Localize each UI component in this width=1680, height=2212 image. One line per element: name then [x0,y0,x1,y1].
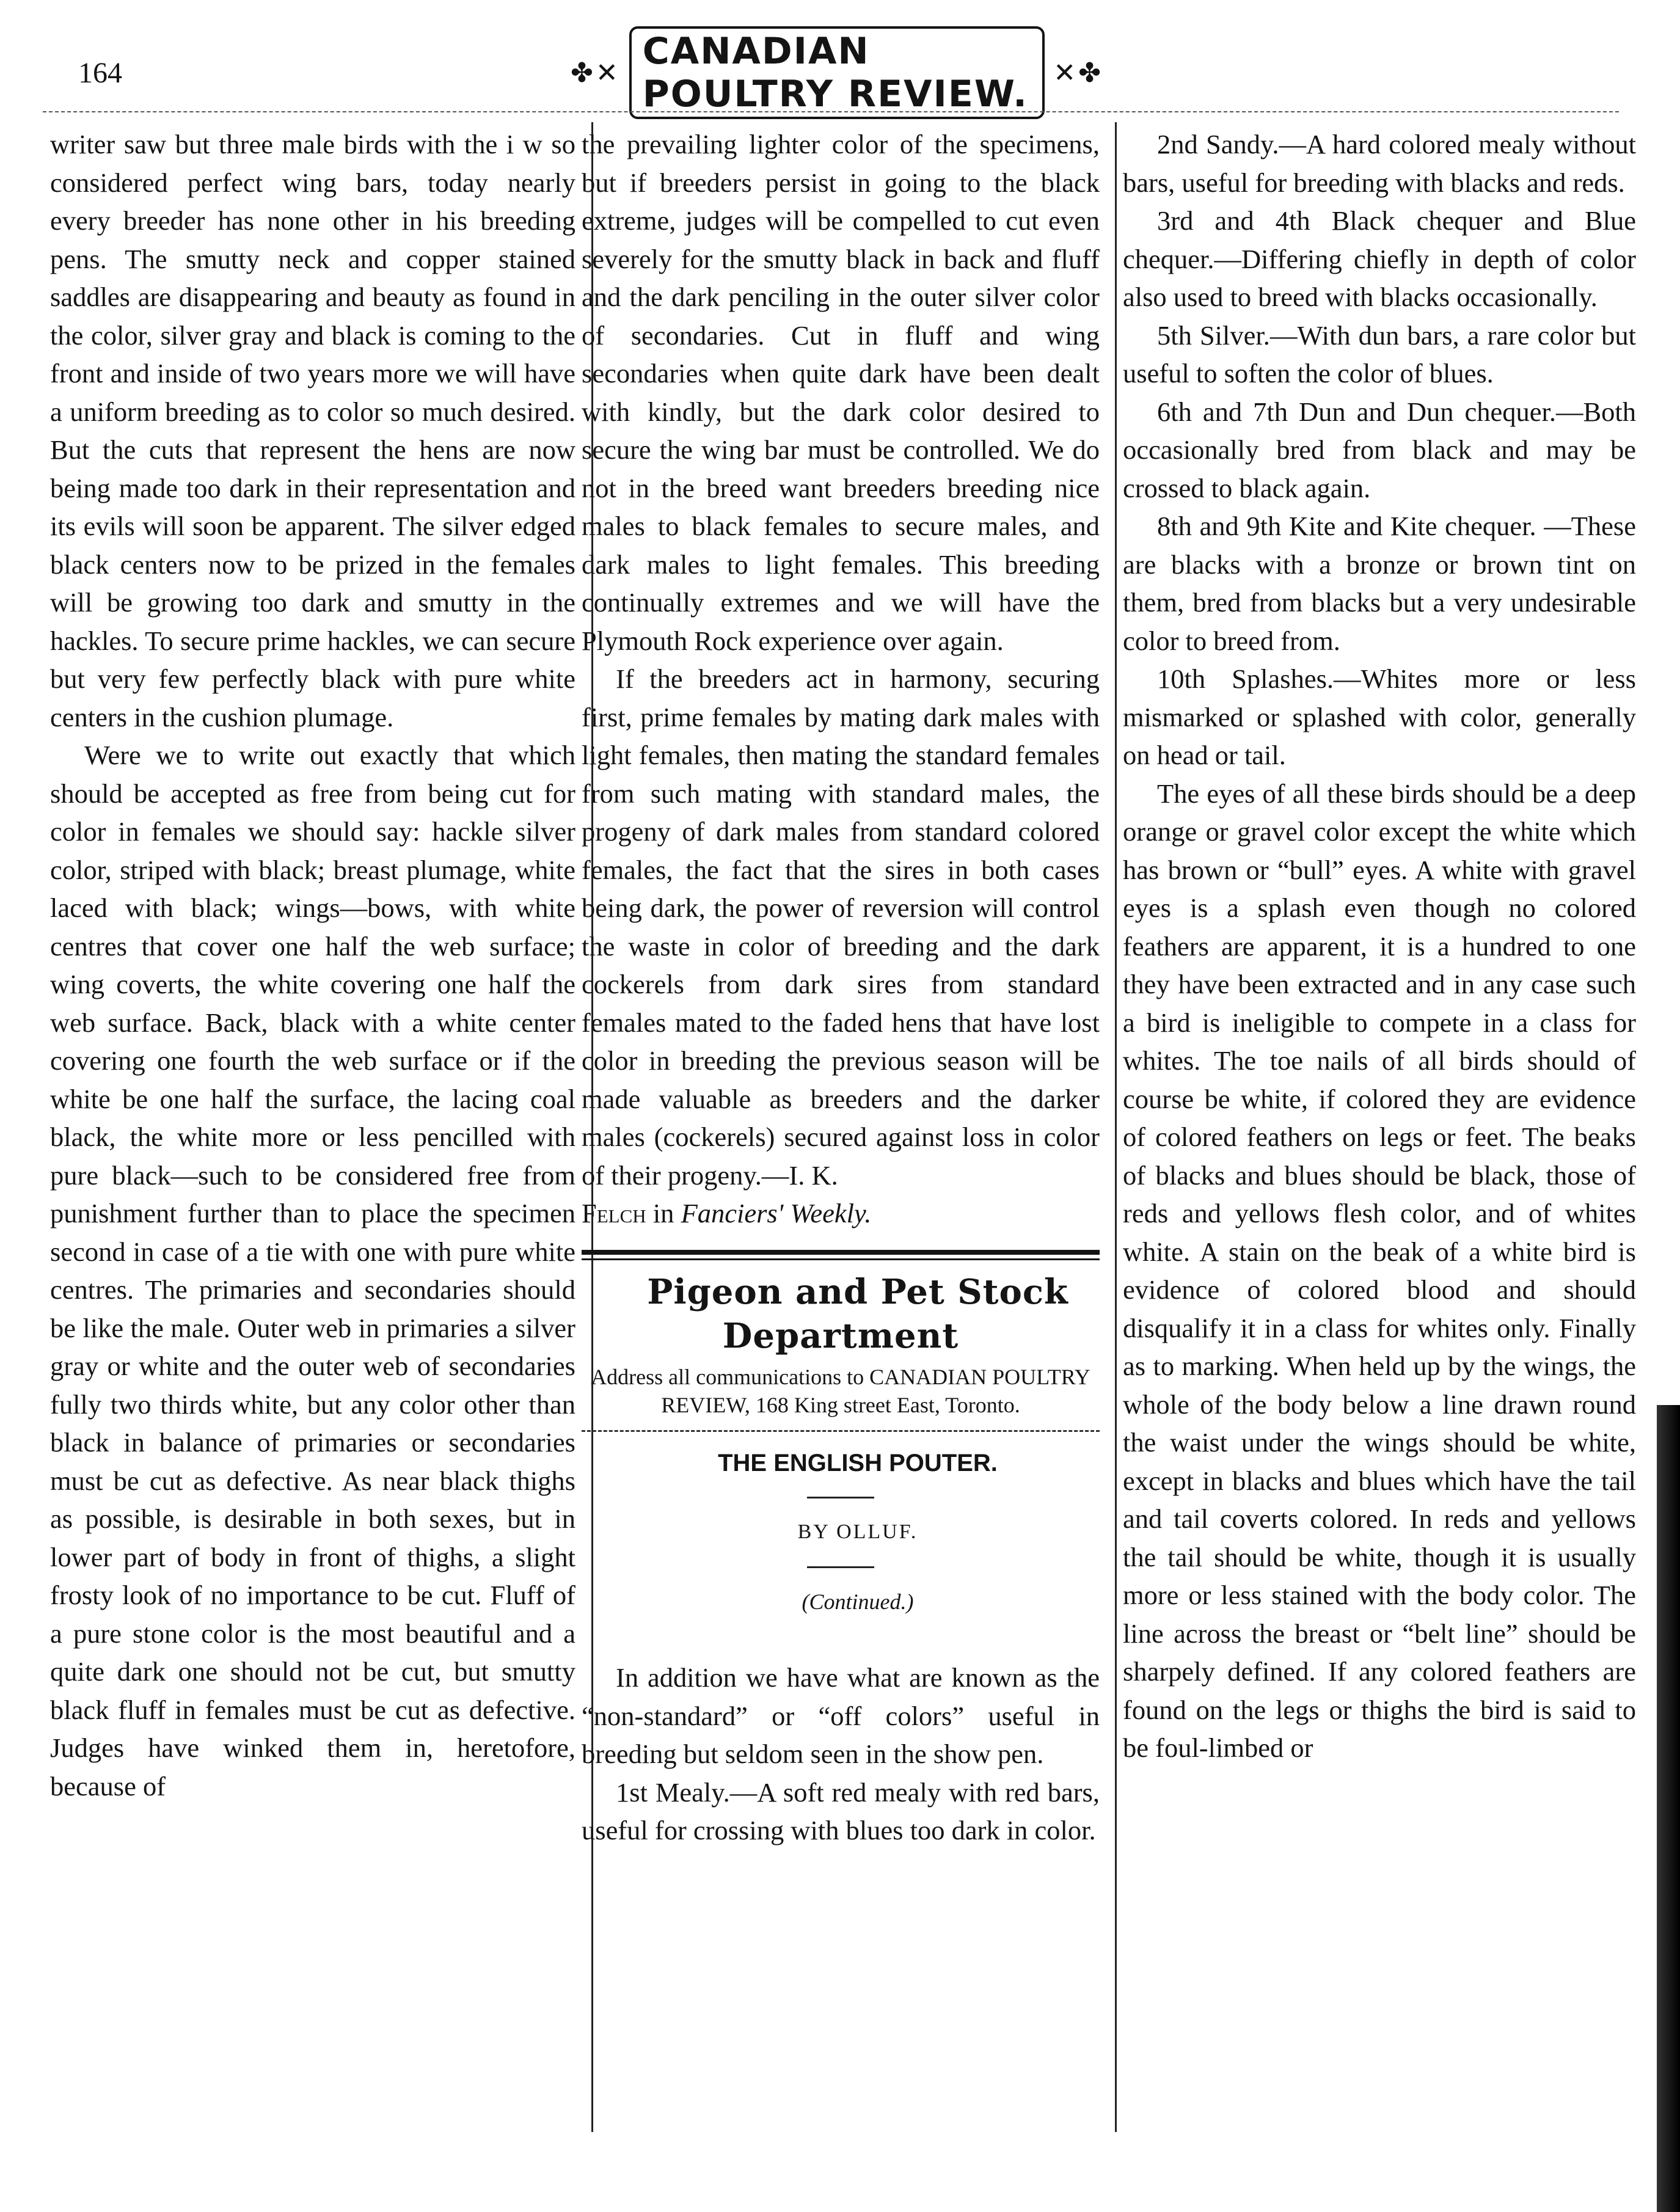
paragraph: Were we to write out exactly that which should be accepted as free from being cut for color in females we should say: hackle silver color, striped with black; breast plumage, white laced with black; wings—bows, with white centres that cover one half the web surface; wing coverts, the white covering one half the web surface. Back, black with a white center covering one fourth the web surface or if the white be one half the surface, the lacing coal black, the white more or less pencilled with pure black—such to be considered free from punishment further than to place the specimen second in case of a tie with one with pure white centres. The primaries and secondaries should be like the male. Outer web in primaries a silver gray or white and the outer web of secondaries fully two thirds white, but any color other than black in balance of primaries or secondaries must be cut as defective. As near black thighs as possible, is desirable in both sexes, but in lower part of body in front of thighs, a slight frosty look of no importance to be cut. Fluff of a pure stone color is the most beautiful and a quite dark one should not be cut, but smutty black fluff in females must be cut as defective. Judges have winked them in, heretofore, because of [50,740,575,1801]
masthead-title: CANADIAN POULTRY REVIEW. [629,26,1045,119]
page-number: 164 [78,57,122,89]
paragraph: 3rd and 4th Black chequer and Blue chequer.—Differing chiefly in depth of color also used to breed with blacks occasionally. [1123,205,1636,312]
ornament-right-icon: ✕✤ [1053,57,1103,88]
paragraph: In addition we have what are known as the “non-standard” or “off colors” useful in breeding but seldom seen in the show pen. [582,1662,1100,1769]
continued-note: (Continued.) [802,1589,914,1614]
byline: BY OLLUF. [797,1520,918,1543]
column-1 [50,125,575,1805]
signature-in: in [646,1198,681,1228]
dashed-rule [582,1430,1100,1432]
department-title: Pigeon and Pet Stock Department [647,1271,1068,1356]
column-3 [1123,125,1636,1767]
article-title: THE ENGLISH POUTER. [718,1449,998,1476]
signature-source: Fanciers' Weekly. [681,1198,872,1228]
paragraph: 1st Mealy.—A soft red mealy with red bars, useful for crossing with blues too dark in color. [582,1776,1100,1845]
department-rule-thin [582,1258,1100,1260]
department-address-text: Address all communications to CANADIAN POULTRY REVIEW, 168 King street East, Toronto. [591,1364,1090,1417]
paragraph: If the breeders act in harmony, securing first, prime females by mating dark males with light females, then mating the standard females from such mating with standard males, the progeny of dark males from standard colored females, the fact that the sires in both cases being dark, the power of reversion will control the waste in color of breeding and the dark cockerels from dark sires from standard females mated to the faded hens that have lost color in breeding the previous season will be made valuable as breeders and the darker males (cockerels) secured against loss in color of their progeny.—I. K. [582,663,1100,1191]
masthead [562,30,1112,115]
paragraph: writer saw but three male birds with the i w so considered perfect wing bars, today nearly every breeder has none other in his breeding pens. The smutty neck and copper stained saddles are disappearing and beauty as found in the color, silver gray and black is coming to the front and inside of two years more we will have a uniform breeding as to color so much desired. But the cuts that represent the hens are now being made too dark in their representation and its evils will soon be apparent. The silver edged black centers now to be prized in the females will be growing too dark and smutty in the hackles. To secure prime hackles, we can secure but very few perfectly black with pure white centers in the cushion plumage. [50,129,575,732]
page-edge-shadow [1657,1405,1680,2212]
paragraph: 5th Silver.—With dun bars, a rare color but useful to soften the color of blues. [1123,319,1636,389]
department-address [582,1363,1100,1419]
paragraph: 10th Splashes.—Whites more or less mismarked or splashed with color, generally on head or tail. [1123,663,1636,770]
signature [582,1194,1100,1233]
header-rule [43,111,1619,112]
paragraph: 2nd Sandy.—A hard colored mealy without bars, useful for breeding with blacks and reds. [1123,129,1636,198]
short-rule [807,1497,874,1498]
paragraph: 6th and 7th Dun and Dun chequer.—Both occasionally bred from black and may be crossed to black again. [1123,396,1636,503]
short-rule [807,1566,874,1568]
column-rule-2 [1115,122,1117,2132]
signature-name: Felch [582,1198,646,1228]
paragraph: the prevailing lighter color of the specimens, but if breeders persist in going to the black extreme, judges will be compelled to cut even severely for the smutty black in back and fluff and the dark penciling in the outer silver color of secondaries. Cut in fluff and wing secondaries when quite dark have been dealt with kindly, but the dark color desired to secure the wing bar must be controlled. We do not in the breed want breeders breeding nice males to black females to secure males, and dark males to light females. This breeding continually extremes and we will have the Plymouth Rock experience over again. [582,129,1100,656]
column-2 [582,125,1100,1850]
paragraph: 8th and 9th Kite and Kite chequer. —These are blacks with a bronze or brown tint on them, bred from blacks but a very undesirable color to breed from. [1123,511,1636,656]
paragraph: The eyes of all these birds should be a deep orange or gravel color except the white which has brown or “bull” eyes. A white with gravel eyes is a splash even though no colored feathers are apparent, it is a hundred to one they have been extracted and in any case such a bird is ineligible to compete in a class for whites. The toe nails of all birds should of course be white, if colored they are evidence of colored feathers on legs or feet. The beaks of blacks and blues should be black, those of reds and yellows flesh color, and of whites white. A stain on the beak of a white bird is evidence of colored blood and should disqualify it in a class for whites only. Finally as to marking. When held up by the wings, the whole of the body below a line drawn round the waist under the wings should be white, except in blacks and blues which have the tail and tail coverts colored. In reds and yellows the tail should be white, though it is usually more or less stained with the body color. The line across the breast or “belt line” should be sharpely defined. If any colored feathers are found on the legs or thighs the bird is said to be foul-limbed or [1123,778,1636,1763]
ornament-left-icon: ✤✕ [571,57,621,88]
department-rule-thick [582,1250,1100,1255]
